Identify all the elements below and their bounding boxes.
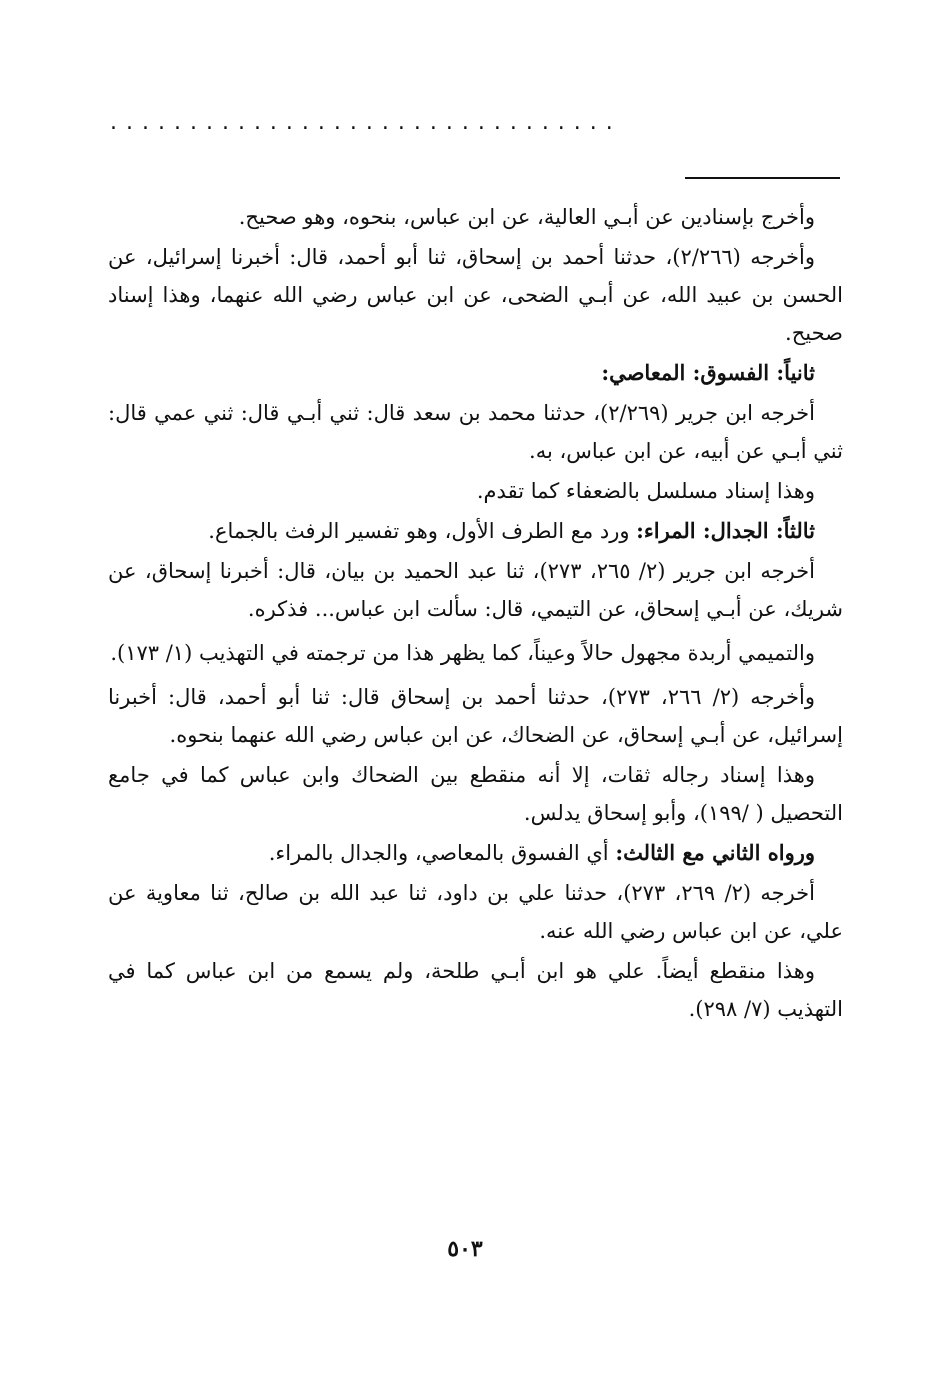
paragraph: أخرجه (٢/ ٢٦٩، ٢٧٣)، حدثنا علي بن داود، ثنا عبد الله بن صالح، ثنا معاوية عن علي، عن ابن عباس رضي الله عنه. [108, 881, 843, 943]
paragraph: وهذا منقطع أيضاً. علي هو ابن أبـي طلحة، ولم يسمع من ابن عباس كما في التهذيب (٧/ ٢٩٨). [108, 959, 843, 1021]
section-heading-description: ورد مع الطرف الأول، وهو تفسير الرفث بالجماع. [208, 519, 637, 543]
section-heading: ثانياً: الفسوق: المعاصي: [601, 360, 815, 385]
paragraph: وهذا إسناد مسلسل بالضعفاء كما تقدم. [476, 479, 815, 503]
section-heading: ورواه الثاني مع الثالث: [615, 840, 815, 865]
paragraph: وهذا إسناد رجاله ثقات، إلا أنه منقطع بين الضحاك وابن عباس كما في جامع التحصيل ( /١٩٩)، وأبو إسحاق يدلس. [108, 763, 843, 825]
paragraph: والتميمي أربدة مجهول حالاً وعيناً، كما يظهر هذا من ترجمته في التهذيب (١/ ١٧٣). [110, 641, 815, 665]
section-heading-description: أي الفسوق بالمعاصي، والجدال بالمراء. [268, 841, 616, 865]
page-number: ٥٠٣ [447, 1236, 483, 1262]
paragraph: وأخرج بإسنادين عن أبـي العالية، عن ابن عباس، بنحوه، وهو صحيح. [238, 205, 815, 229]
paragraph: أخرجه ابن جرير (٢/٢٦٩)، حدثنا محمد بن سعد قال: ثني أبـي قال: ثني عمي قال: ثني أبـي عن أبيه، عن ابن عباس، به. [108, 401, 843, 463]
section-heading-line [108, 834, 843, 872]
paragraph: وأخرجه (٢/ ٢٦٦، ٢٧٣)، حدثنا أحمد بن إسحاق قال: ثنا أبو أحمد، قال: أخبرنا إسرائيل، عن أبـي إسحاق، عن الضحاك، عن ابن عباس رضي الله عنهما بنحوه. [108, 685, 843, 747]
page-body [108, 198, 843, 1030]
paragraph: وأخرجه (٢/٢٦٦)، حدثنا أحمد بن إسحاق، ثنا أبو أحمد، قال: أخبرنا إسرائيل، عن الحسن بن عبيد الله، عن أبـي الضحى، عن ابن عباس رضي الله عنهما، وهذا إسناد صحيح. [108, 245, 843, 345]
paragraph: أخرجه ابن جرير (٢/ ٢٦٥، ٢٧٣)، ثنا عبد الحميد بن بيان، قال: أخبرنا إسحاق، عن شريك، عن أبـي إسحاق، عن التيمي، قال: سألت ابن عباس... فذكره. [108, 559, 843, 621]
section-heading: ثالثاً: الجدال: المراء: [636, 518, 815, 543]
header-dotted-line: ................................ [110, 110, 622, 135]
footnote-separator-rule [685, 177, 840, 179]
section-heading-line [108, 512, 843, 550]
